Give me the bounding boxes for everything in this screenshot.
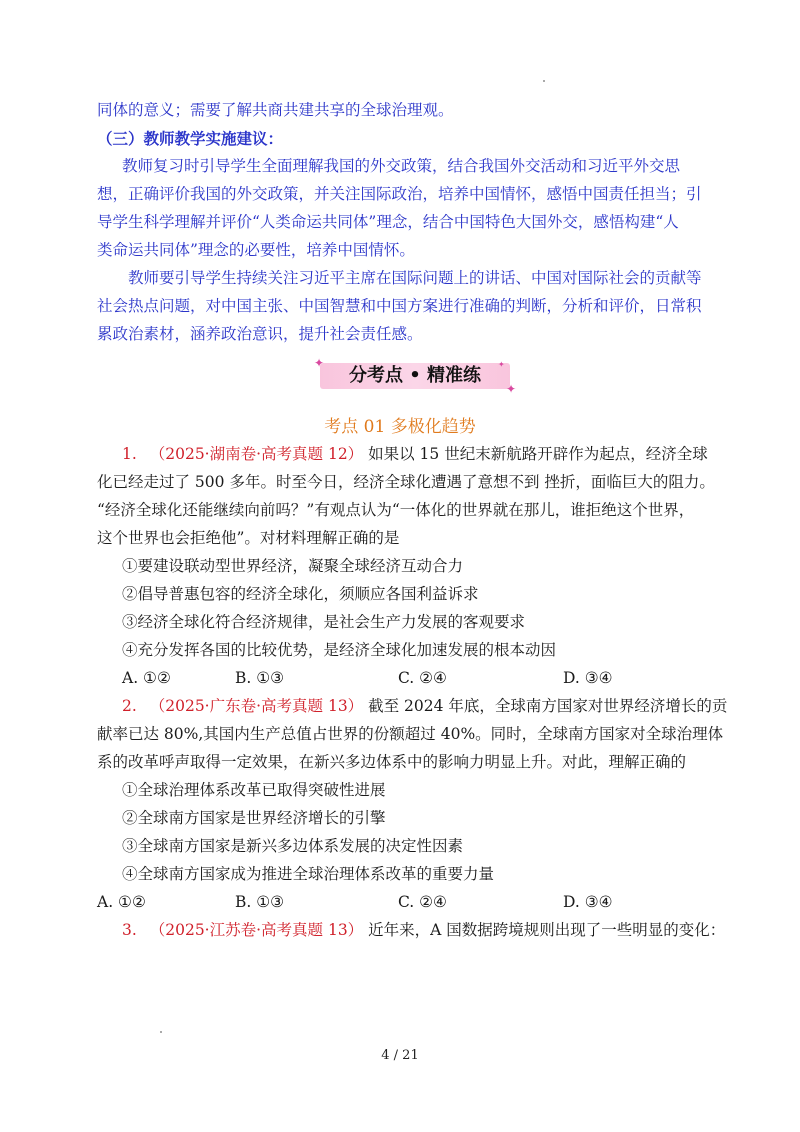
question-1-header xyxy=(122,444,708,464)
question-1-item: ③经济全球化符合经济规律，是社会生产力发展的客观要求 xyxy=(122,613,526,631)
question-2-item: ④全球南方国家成为推进全球治理体系改革的重要力量 xyxy=(122,865,495,883)
question-source: （2025·湖南卷·高考真题 12） xyxy=(149,445,364,463)
question-2-item: ③全球南方国家是新兴多边体系发展的决定性因素 xyxy=(122,837,464,855)
option-c[interactable]: C. ②④ xyxy=(398,669,447,687)
question-text: 截至 2024 年底，全球南方国家对世界经济增长的贡 xyxy=(368,697,728,715)
question-3-header xyxy=(122,920,725,940)
page-number: 4 / 21 xyxy=(381,1048,419,1063)
question-2-line3: 系的改革呼声取得一定效果，在新兴多边体系中的影响力明显上升。对此，理解正确的 xyxy=(97,753,687,771)
question-2-item: ②全球南方国家是世界经济增长的引擎 xyxy=(122,809,386,827)
advice-p1-line3: 导学生科学理解并评价“人类命运共同体”理念，结合中国特色大国外交，感悟构建“人 xyxy=(97,213,679,231)
section-title: 考点 01 多极化趋势 xyxy=(324,417,476,437)
section-banner xyxy=(310,355,520,395)
option-a[interactable]: A. ①② xyxy=(122,669,171,687)
question-number: 3. xyxy=(122,921,137,939)
banner-title: 分考点 • 精准练 xyxy=(348,365,482,386)
question-1-line2: 化已经走过了 500 多年。时至今日，经济全球化遭遇了意想不到 挫折，面临巨大的阻力。 xyxy=(97,473,715,491)
option-a[interactable]: A. ①② xyxy=(97,893,146,911)
advice-heading: （三）教师教学实施建议： xyxy=(97,129,284,148)
question-2-item: ①全球治理体系改革已取得突破性进展 xyxy=(122,781,386,799)
option-b[interactable]: B. ①③ xyxy=(235,893,285,911)
question-text: 近年来，A 国数据跨境规则出现了一些明显的变化： xyxy=(368,921,726,939)
advice-p2-line3: 累政治素材，涵养政治意识，提升社会责任感。 xyxy=(97,325,423,343)
scan-dot xyxy=(543,80,545,82)
question-1-line3: “经济全球化还能继续向前吗？”有观点认为“一体化的世界就在那儿，谁拒绝这个世界， xyxy=(97,501,695,519)
sparkle-icon: ✦ xyxy=(506,382,517,396)
option-b[interactable]: B. ①③ xyxy=(235,669,285,687)
question-source: （2025·广东卷·高考真题 13） xyxy=(149,697,364,715)
question-number: 2. xyxy=(122,697,137,715)
option-d[interactable]: D. ③④ xyxy=(563,669,613,687)
option-c[interactable]: C. ②④ xyxy=(398,893,447,911)
question-2-header xyxy=(122,696,727,716)
question-1-item: ④充分发挥各国的比较优势，是经济全球化加速发展的根本动因 xyxy=(122,641,557,659)
option-d[interactable]: D. ③④ xyxy=(563,893,613,911)
question-1-item: ①要建设联动型世界经济，凝聚全球经济互动合力 xyxy=(122,557,464,575)
question-number: 1. xyxy=(122,445,137,463)
question-2-line2: 献率已达 80%,其国内生产总值占世界的份额超过 40%。同时，全球南方国家对全球治理体 xyxy=(97,725,724,743)
question-text: 如果以 15 世纪末新航路开辟作为起点，经济全球 xyxy=(368,445,708,463)
advice-p2-line2: 社会热点问题，对中国主张、中国智慧和中国方案进行准确的判断，分析和评价，日常积 xyxy=(97,297,702,315)
intro-tail-text: 同体的意义；需要了解共商共建共享的全球治理观。 xyxy=(97,101,454,119)
question-1-item: ②倡导普惠包容的经济全球化，须顺应各国利益诉求 xyxy=(122,585,479,603)
scan-dot xyxy=(160,1031,162,1033)
advice-p1-line2: 想，正确评价我国的外交政策，并关注国际政治，培养中国情怀，感悟中国责任担当；引 xyxy=(97,185,702,203)
sparkle-icon: ✦ xyxy=(314,356,325,370)
advice-p2-line1: 教师要引导学生持续关注习近平主席在国际问题上的讲话、中国对国际社会的贡献等 xyxy=(128,269,702,287)
question-source: （2025·江苏卷·高考真题 13） xyxy=(149,921,364,939)
advice-p1-line1: 教师复习时引导学生全面理解我国的外交政策，结合我国外交活动和习近平外交思 xyxy=(122,157,681,175)
question-1-line4: 这个世界也会拒绝他”。对材料理解正确的是 xyxy=(97,529,400,547)
advice-p1-line4: 类命运共同体”理念的必要性，培养中国情怀。 xyxy=(97,241,415,259)
sparkle-icon: ✦ xyxy=(498,360,505,369)
